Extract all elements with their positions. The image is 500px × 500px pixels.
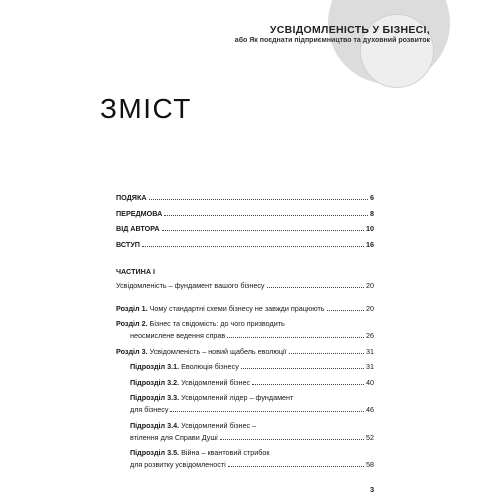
dot-leader <box>267 287 364 288</box>
toc-entry-label: ПОДЯКА <box>116 193 147 202</box>
contents-heading: ЗМІСТ <box>100 93 192 124</box>
toc-entry-subchapter-3-1[interactable] <box>116 362 374 371</box>
subchapter-title: Усвідомлений лідер – фундамент <box>181 393 294 402</box>
chapter-key: Розділ 2. <box>116 319 148 328</box>
toc-entry-subchapter-3-2[interactable] <box>116 378 374 387</box>
subchapter-title: Еволюція бізнесу <box>181 362 239 371</box>
chapter-title-cont: неосмислене ведення справ <box>130 331 226 340</box>
toc-entry-foreword[interactable] <box>116 209 374 218</box>
toc-page-number: 31 <box>366 346 374 356</box>
toc-page-number: 20 <box>366 303 374 313</box>
dot-leader <box>162 230 364 231</box>
toc-page-number: 31 <box>366 362 374 371</box>
toc-page-number: 10 <box>366 224 374 233</box>
toc-entry-chapter-1[interactable] <box>116 304 374 313</box>
toc-page-number: 40 <box>366 377 374 387</box>
toc-entry-label: ВСТУП <box>116 239 140 249</box>
dot-leader <box>227 337 364 338</box>
chapter-title: Усвідомленість – новий щабель еволюції <box>149 346 287 356</box>
subchapter-title-cont: втілення для Справи Душі <box>130 432 218 442</box>
toc-entry-subchapter-3-3-cont[interactable] <box>116 405 374 414</box>
dot-leader <box>252 384 364 385</box>
toc-entry-subchapter-3-5-cont[interactable] <box>116 460 374 469</box>
subchapter-title: Війна – квантовий стрибок <box>181 448 270 457</box>
book-subtitle: або Як поєднати підприємництво та духовний розвиток <box>234 37 430 44</box>
toc-page-number: 58 <box>366 460 374 469</box>
chapter-title: Чому стандартні схеми бізнесу не завжди працюють <box>149 303 325 313</box>
chapter-title: Бізнес та свідомість: до чого призводить <box>149 319 285 328</box>
toc-entry-introduction[interactable] <box>116 240 374 249</box>
toc-part-label: ЧАСТИНА І <box>116 266 156 276</box>
subchapter-title: Усвідомлений бізнес <box>181 377 251 387</box>
page-number: 3 <box>370 485 375 494</box>
subchapter-title-cont: для бізнесу <box>130 405 169 414</box>
toc-page-number: 46 <box>366 405 374 414</box>
toc-entry-label: ВІД АВТОРА <box>116 224 160 233</box>
dot-leader <box>149 199 368 200</box>
subchapter-key: Підрозділ 3.4. <box>130 420 180 430</box>
toc-page-number: 16 <box>366 239 374 249</box>
dot-leader <box>142 246 364 247</box>
toc-entry-chapter-2[interactable] <box>116 319 374 328</box>
subchapter-key: Підрозділ 3.5. <box>130 448 180 457</box>
dot-leader <box>327 310 364 311</box>
dot-leader <box>220 439 364 440</box>
subchapter-key: Підрозділ 3.3. <box>130 393 180 402</box>
toc-entry-acknowledgements[interactable] <box>116 193 374 202</box>
toc-entry-subchapter-3-4[interactable] <box>116 421 374 430</box>
subchapter-key: Підрозділ 3.1. <box>130 362 180 371</box>
toc-page-number: 26 <box>366 331 374 340</box>
toc-entry-label: ПЕРЕДМОВА <box>116 208 163 218</box>
subchapter-title-cont: для розвитку усвідомленості <box>130 460 226 469</box>
chapter-key: Розділ 1. <box>116 303 148 313</box>
toc-entry-subchapter-3-3[interactable] <box>116 393 374 402</box>
toc-entry-chapter-2-cont[interactable] <box>116 331 374 340</box>
toc-entry-subchapter-3-4-cont[interactable] <box>116 433 374 442</box>
dot-leader <box>164 215 368 216</box>
chapter-key: Розділ 3. <box>116 346 148 356</box>
dot-leader <box>289 353 364 354</box>
running-header <box>235 24 430 46</box>
subchapter-key: Підрозділ 3.2. <box>130 377 180 387</box>
toc-entry-part-title[interactable] <box>116 281 374 290</box>
toc-page-number: 6 <box>370 193 374 202</box>
toc-entry-subchapter-3-5[interactable] <box>116 448 374 457</box>
table-of-contents <box>116 193 374 476</box>
toc-entry-chapter-3[interactable] <box>116 347 374 356</box>
dot-leader <box>228 466 364 467</box>
dot-leader <box>241 368 364 369</box>
toc-page-number: 8 <box>370 208 374 218</box>
subchapter-title: Усвідомлений бізнес – <box>181 420 257 430</box>
toc-page-number: 20 <box>366 280 374 290</box>
dot-leader <box>170 411 364 412</box>
toc-page-number: 52 <box>366 432 374 442</box>
toc-entry-label: Усвідомленість – фундамент вашого бізнесу <box>116 280 265 290</box>
book-title: УСВІДОМЛЕНІСТЬ У БІЗНЕСІ, <box>269 24 430 36</box>
toc-entry-from-author[interactable] <box>116 224 374 233</box>
